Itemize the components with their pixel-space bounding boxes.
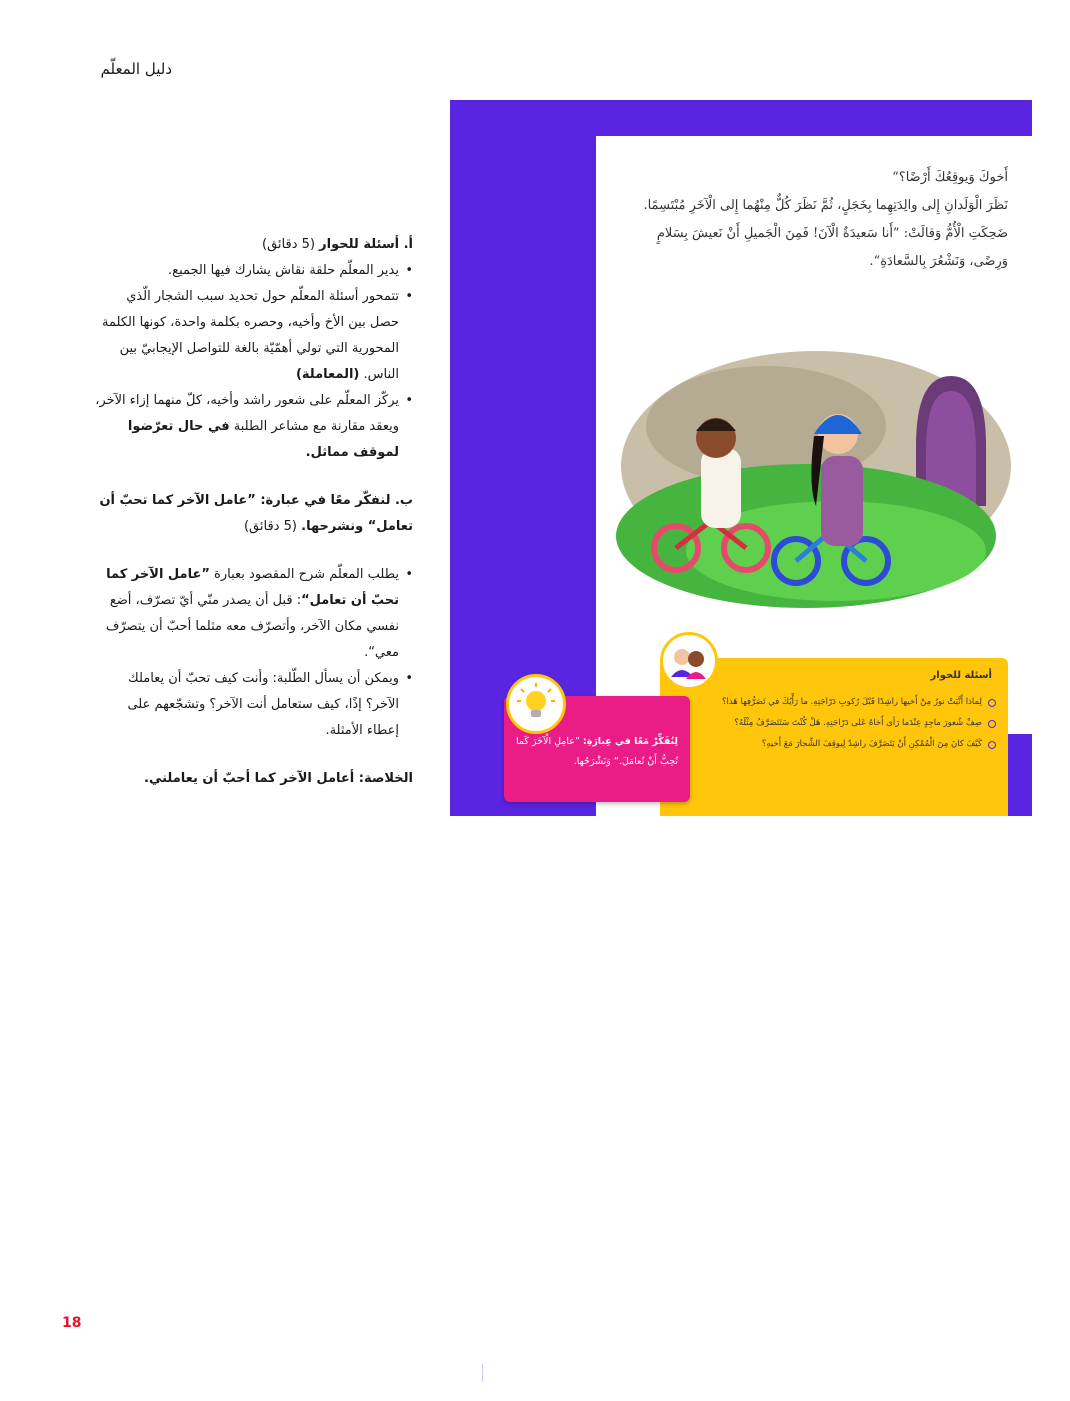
guide-title: دليل المعلّم bbox=[100, 60, 172, 78]
list-item: • يركّز المعلّم على شعور راشد وأخيه، كلّ منهما إزاء الآخر، ويعقد مقارنة مع مشاعر الطلبة في حال تعرّضوا لموقف مماثل. bbox=[95, 388, 413, 466]
think-together-box: لِنُفَكِّرْ مَعًا في عِبارَةِ: ”عامِلِ الْآخَرَ كَما تُحِبُّ أَنْ تُعامَلَ.“ وَنَشْرَحُها. bbox=[504, 696, 690, 802]
section-b-list bbox=[95, 562, 413, 744]
list-item: • ويمكن أن يسأل الطّلبة: وأنت كيف تحبّ أن يعاملك الآخر؟ إذًا، كيف ستعامل أنت الآخر؟ وتشجّعهم على إعطاء الأمثلة. bbox=[95, 666, 413, 744]
list-item: كَيْفَ كانَ مِنَ الْمُمْكِنِ أَنْ يَتَصَرَّفَ راشِدٌ لِيوقِفَ الشِّجارَ مَعَ أَخيهِ؟ bbox=[676, 734, 996, 755]
book-page-number: 18 bbox=[462, 1362, 475, 1372]
guide-column bbox=[95, 232, 413, 792]
section-b-heading: ب. لنفكّر معًا في عبارة: ”عامل الآخر كما تحبّ أن تعامل“ ونشرحها. (5 دقائق) bbox=[99, 493, 413, 534]
list-item: • يطلب المعلّم شرح المقصود بعبارة ”عامل الآخر كما تحبّ أن تعامل“: قبل أن يصدر منّي أيّ تصرّف، أضع نفسي مكان الآخر، وأتصرّف معه مثلما أحبّ أن يتصرّف معي“. bbox=[95, 562, 413, 666]
lightbulb-icon bbox=[506, 674, 566, 734]
list-item: • يدير المعلّم حلقة نقاش يشارك فيها الجميع. bbox=[95, 258, 413, 284]
questions-title: أسئلة للحوار bbox=[930, 670, 992, 681]
student-book-page bbox=[450, 100, 1032, 1372]
people-icon bbox=[660, 632, 718, 690]
list-item: • تتمحور أسئلة المعلّم حول تحديد سبب الشجار الّذي حصل بين الأخ وأخيه، وحصره بكلمة واحدة، كونها الكلمة المحورية التي تولي أهمّيّة بالغة للتواصل الإيجابيّ بين الناس. (المعاملة) bbox=[95, 284, 413, 388]
page-number: 18 bbox=[62, 1315, 82, 1331]
section-a-list bbox=[95, 258, 413, 466]
right-bar bbox=[1008, 734, 1032, 816]
story-text: أَخوكَ وَيوقِعُكَ أَرْضًا؟“ نَظَرَ الْوَلَدانِ إِلى والِدَتِهِما بِخَجَلٍ، ثُمَّ نَظَرَ كُلٌّ مِنْهُما إِلى الْآخَرِ مُبْتَسِمًا. ضَحِكَتِ الْأُمُّ وَقالَتْ: ”أَنا سَعيدَةٌ الْآنَ! فَمِنَ الْجَميلِ أَنْ نَعيشَ بِسَلامٍ وَرِضًى، وَنَشْعُرَ بِالسَّعادَةِ“. bbox=[643, 170, 1008, 269]
questions-list bbox=[676, 692, 996, 755]
conclusion: الخلاصة: أعامل الآخر كما أحبّ أن يعاملني. bbox=[144, 771, 413, 786]
children-bicycles-illustration bbox=[616, 336, 1008, 606]
list-item: لِماذا أَنَّبَتْ نورُ مِنْ أَخيها راشِدًا قَبْلَ رُكوبِ دَرّاجَتِهِ. ما رَأْيُكَ في تَصَرُّفِها هَذا؟ bbox=[676, 692, 996, 713]
list-item: صِفْ شُعورَ ماجِدٍ عِنْدَما رَأى أَخاهُ عَلى دَرّاجَتِهِ. هَلْ كُنْتَ سَتَتَصَرَّفُ مِثْلَهُ؟ bbox=[676, 713, 996, 734]
section-a-heading: أ. أسئلة للحوار (5 دقائق) bbox=[262, 237, 413, 252]
